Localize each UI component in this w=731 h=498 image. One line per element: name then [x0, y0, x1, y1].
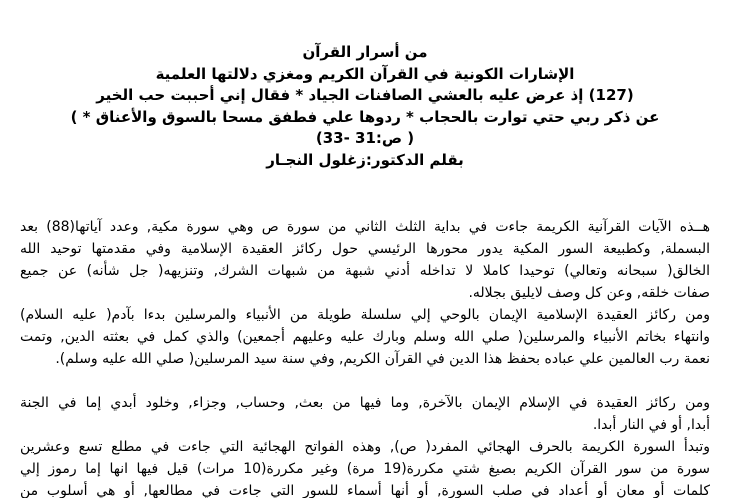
paragraph-3-line-2: أبدا, أو في النار أبدا.: [592, 417, 710, 433]
series-title: من أسرار القرآن: [302, 43, 428, 61]
paragraph-1-line-4: صفات خلقه, وعن كل وصف لايليق بجلاله.: [468, 285, 710, 301]
verse-line-1: (127) إذ عرض عليه بالعشي الصافنات الجياد * فقال إني أحببت حب الخير: [96, 86, 634, 104]
paragraph-1-line-3: الخالق( سبحانه وتعالي) توحيدا كاملا لا تداخله أدني شبهة من شبهات الشرك, وتنزيهه( جل شأنه) عن جميع: [20, 263, 710, 279]
paragraph-4: [20, 436, 710, 498]
paragraph-4-line-1: وتبدأ السورة الكريمة بالحرف الهجائي المفرد( ص), وهذه الفواتح الهجائية التي جاءت في مطلع تسع وعشرين: [20, 439, 710, 455]
paragraph-1-line-1: هــذه الآيات القرآنية الكريمة جاءت في بداية الثلث الثاني من سورة ص وهي سورة مكية, وعدد آياتها(88) بعد: [20, 219, 710, 235]
document-body: [20, 216, 710, 498]
paragraph-2-line-3: نعمة رب العالمين علي عباده بحفظ هذا الدين في القرآن الكريم, وفي سنة سيد المرسلين( صلي الله عليه وسلم).: [55, 351, 710, 367]
document-header: [20, 0, 710, 171]
paragraph-2-line-2: وانتهاء بخاتم الأنبياء والمرسلين( صلي الله وسلم وبارك عليه وعليهم أجمعين) والذي كمل في بعثته الدين, وتمت: [20, 329, 710, 345]
paragraph-2: [20, 304, 710, 370]
verse-line-2: عن ذكر ربي حتي توارت بالحجاب * ردوها علي فطفق مسحا بالسوق والأعناق * ): [70, 107, 660, 126]
paragraph-1-line-2: البسملة, وكطبيعة السور المكية يدور محورها الرئيسي حول ركائز العقيدة الإسلامية وفي مقدمتها توحيد الله: [20, 241, 710, 257]
paragraph-2-line-1: ومن ركائز العقيدة الإسلامية الإيمان بالوحي إلي سلسلة طويلة من الأنبياء والمرسلين بدءا بآدم( عليه السلام): [20, 307, 710, 323]
paragraph-4-line-2: سورة من سور القرآن الكريم بصيغ شتي مكررة(19 مرة) وغير مكررة(10 مرات) قيل فيها انها إما رموز إلي: [20, 461, 710, 477]
paragraph-1: [20, 216, 710, 304]
article-title: الإشارات الكونية في القرآن الكريم ومغزي دلالتها العلمية: [155, 64, 575, 83]
paragraph-4-line-3: كلمات أو معان أو أعداد في صلب السورة, أو أنها أسماء للسور التي جاءت في مطالعها, أو هي أسلوب من: [20, 483, 710, 498]
paragraph-3: [20, 392, 710, 436]
verse-reference: ( ص:31 -33): [315, 129, 415, 147]
paragraph-3-line-1: ومن ركائز العقيدة في الإسلام الإيمان بالآخرة, وما فيها من بعث, وحساب, وجزاء, وخلود أبدي إما في الجنة: [20, 395, 710, 411]
byline: بقلم الدكتور:زغلول النجـار: [266, 150, 464, 169]
